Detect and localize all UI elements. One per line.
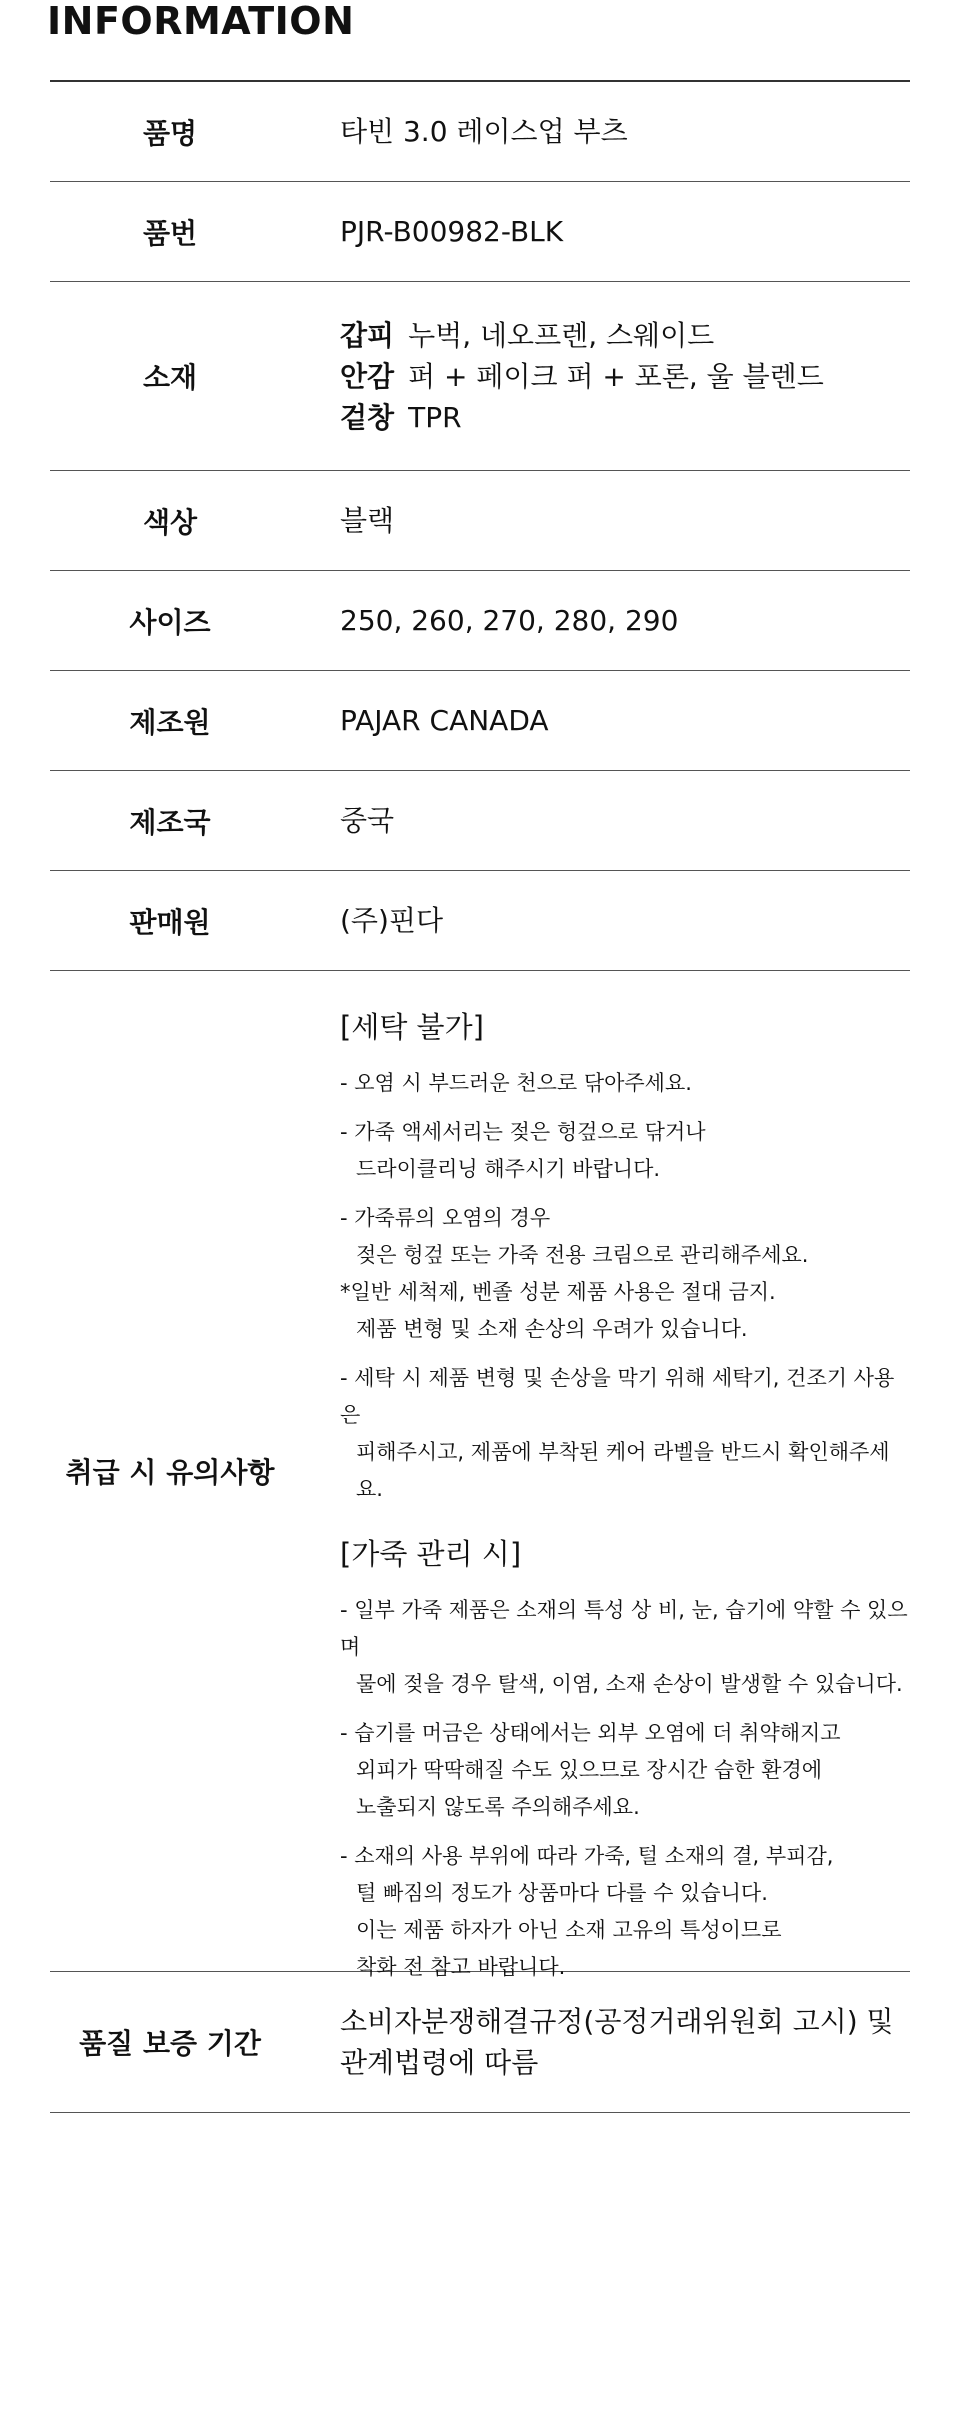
warranty-line: 소비자분쟁해결규정(공정거래위원회 고시) 및 [340,2005,894,2038]
care-item [340,1715,910,1826]
care-section-title: [세탁 불가] [340,1010,484,1044]
care-line: 외피가 딱딱해질 수도 있으므로 장시간 습한 환경에 [356,1758,823,1782]
row-color [50,471,910,571]
care-line: 피해주시고, 제품에 부착된 케어 라벨을 반드시 확인해주세요. [356,1440,890,1501]
material-value: 퍼 + 페이크 퍼 + 포론, 울 블렌드 [408,359,824,393]
row-label: 제조국 [129,805,211,839]
care-line: - 습기를 머금은 상태에서는 외부 오염에 더 취약해지고 [340,1721,841,1745]
care-line: - 오염 시 부드러운 천으로 닦아주세요. [340,1071,692,1095]
care-line: 드라이클리닝 해주시기 바랍니다. [356,1157,661,1181]
care-item [340,1114,910,1188]
care-line: 털 빠짐의 정도가 상품마다 다를 수 있습니다. [356,1881,768,1905]
row-value: PAJAR CANADA [340,703,549,737]
row-label: 취급 시 유의사항 [65,1456,275,1489]
row-label: 판매원 [129,905,211,939]
care-line: 제품 변형 및 소재 손상의 우려가 있습니다. [356,1317,748,1341]
care-item [340,1360,910,1508]
material-line [340,315,910,356]
care-line: - 세탁 시 제품 변형 및 손상을 막기 위해 세탁기, 건조기 사용은 [340,1366,895,1427]
row-label: 제조원 [129,705,211,739]
page-title: INFORMATION [47,0,355,43]
care-line: 착화 전 참고 바랍니다. [356,1955,566,1979]
row-label: 품번 [142,216,198,250]
material-list [290,315,910,438]
row-value: 블랙 [340,503,395,537]
care-item [340,1592,910,1703]
care-item [340,1065,910,1102]
row-manufacturer [50,671,910,771]
care-item [340,1200,910,1348]
care-line: 노출되지 않도록 주의해주세요. [356,1795,640,1819]
row-size [50,571,910,671]
row-label: 품질 보증 기간 [79,2027,261,2060]
care-line: 물에 젖을 경우 탈색, 이염, 소재 손상이 발생할 수 있습니다. [356,1672,903,1696]
care-section-title: [가죽 관리 시] [340,1537,522,1571]
care-line: 젖은 헝겊 또는 가죽 전용 크림으로 관리해주세요. [356,1243,809,1267]
care-line: 이는 제품 하자가 아닌 소재 고유의 특성이므로 [356,1918,782,1942]
material-line [340,397,910,438]
row-material [50,282,910,471]
row-value: 중국 [340,803,395,837]
row-value: 250, 260, 270, 280, 290 [340,603,679,637]
material-value: TPR [408,400,462,434]
care-line: - 가죽류의 오염의 경우 [340,1206,551,1230]
care-line: - 일부 가죽 제품은 소재의 특성 상 비, 눈, 습기에 약할 수 있으며 [340,1598,908,1659]
care-line: - 소재의 사용 부위에 따라 가죽, 털 소재의 결, 부피감, [340,1844,834,1868]
row-label: 품명 [142,116,198,150]
material-key: 안감 [340,359,395,393]
row-seller [50,871,910,971]
material-key: 갑피 [340,318,395,352]
information-table [50,80,910,2113]
care-instructions [290,971,910,1998]
warranty-line: 관계법령에 따름 [340,2046,539,2079]
row-product-number [50,182,910,282]
row-product-name [50,82,910,182]
row-value: (주)핀다 [340,903,443,937]
material-line [340,356,910,397]
row-care-instructions [50,971,910,1979]
care-line: - 가죽 액세서리는 젖은 헝겊으로 닦거나 [340,1120,706,1144]
care-warning-line: *일반 세척제, 벤졸 성분 제품 사용은 절대 금지. [340,1280,776,1304]
row-label: 색상 [142,505,198,539]
row-label: 소재 [142,361,198,394]
row-value: PJR-B00982-BLK [340,214,564,248]
material-key: 겉창 [340,400,395,434]
material-value: 누벅, 네오프렌, 스웨이드 [408,318,715,352]
row-country [50,771,910,871]
care-item [340,1838,910,1986]
warranty-value [290,2001,910,2083]
row-label: 사이즈 [129,605,211,639]
row-value: 타빈 3.0 레이스업 부츠 [340,114,628,148]
